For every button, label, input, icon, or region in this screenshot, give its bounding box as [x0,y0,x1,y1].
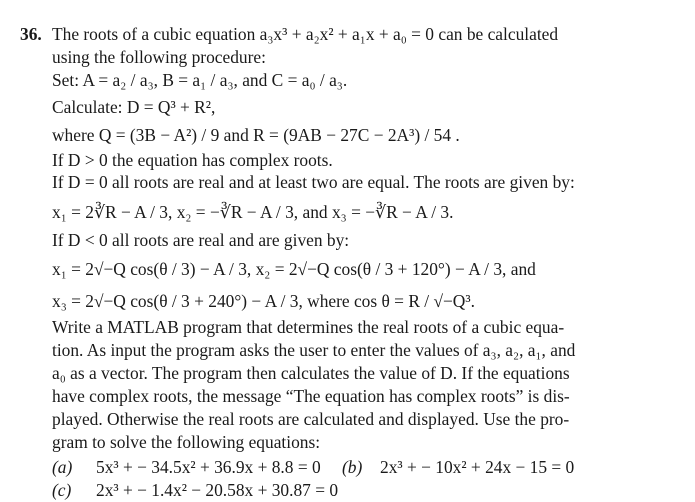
equation-c-label: (c) [52,480,72,500]
problem-line-15: have complex roots, the message “The equation has complex roots” is dis- [52,386,570,406]
equation-a-label: (a) [52,457,73,477]
problem-line-13: tion. As input the program asks the user to enter the values of a₃, a₂, a₁, and [52,340,576,360]
problem-line-9: If D < 0 all roots are real and are given by: [52,230,350,250]
problem-line-16: played. Otherwise the real roots are calculated and displayed. Use the pro- [52,409,570,429]
problem-line-5: where Q = (3B − A²) / 9 and R = (9AB − 27C − 2A³) / 54 . [52,125,460,145]
problem-line-8: x₁ = 2∛R − A / 3, x₂ = −∛R − A / 3, and x₃ = −∛R − A / 3. [52,202,454,222]
problem-line-14: a₀ as a vector. The program then calculates the value of D. If the equations [52,363,570,383]
problem-line-6: If D > 0 the equation has complex roots. [52,150,333,170]
equation-b: 2x³ + − 10x² + 24x − 15 = 0 [380,457,575,477]
problem-line-3: Set: A = a₂ / a₃, B = a₁ / a₃, and C = a₀ / a₃. [52,70,348,90]
problem-line-17: gram to solve the following equations: [52,432,321,452]
problem-line-11: x₃ = 2√−Q cos(θ / 3 + 240°) − A / 3, where cos θ = R / √−Q³. [52,291,475,311]
problem-line-12: Write a MATLAB program that determines the real roots of a cubic equa- [52,317,565,337]
problem-line-4: Calculate: D = Q³ + R², [52,97,216,117]
equation-a: 5x³ + − 34.5x² + 36.9x + 8.8 = 0 [96,457,321,477]
problem-line-1: The roots of a cubic equation a₃x³ + a₂x² + a₁x + a₀ = 0 can be calculated [52,24,559,44]
equation-b-label: (b) [342,457,363,477]
problem-number: 36. [20,24,42,44]
problem-line-7: If D = 0 all roots are real and at least two are equal. The roots are given by: [52,172,575,192]
equation-c: 2x³ + − 1.4x² − 20.58x + 30.87 = 0 [96,480,339,500]
problem-line-2: using the following procedure: [52,47,266,67]
problem-line-10: x₁ = 2√−Q cos(θ / 3) − A / 3, x₂ = 2√−Q cos(θ / 3 + 120°) − A / 3, and [52,259,536,279]
